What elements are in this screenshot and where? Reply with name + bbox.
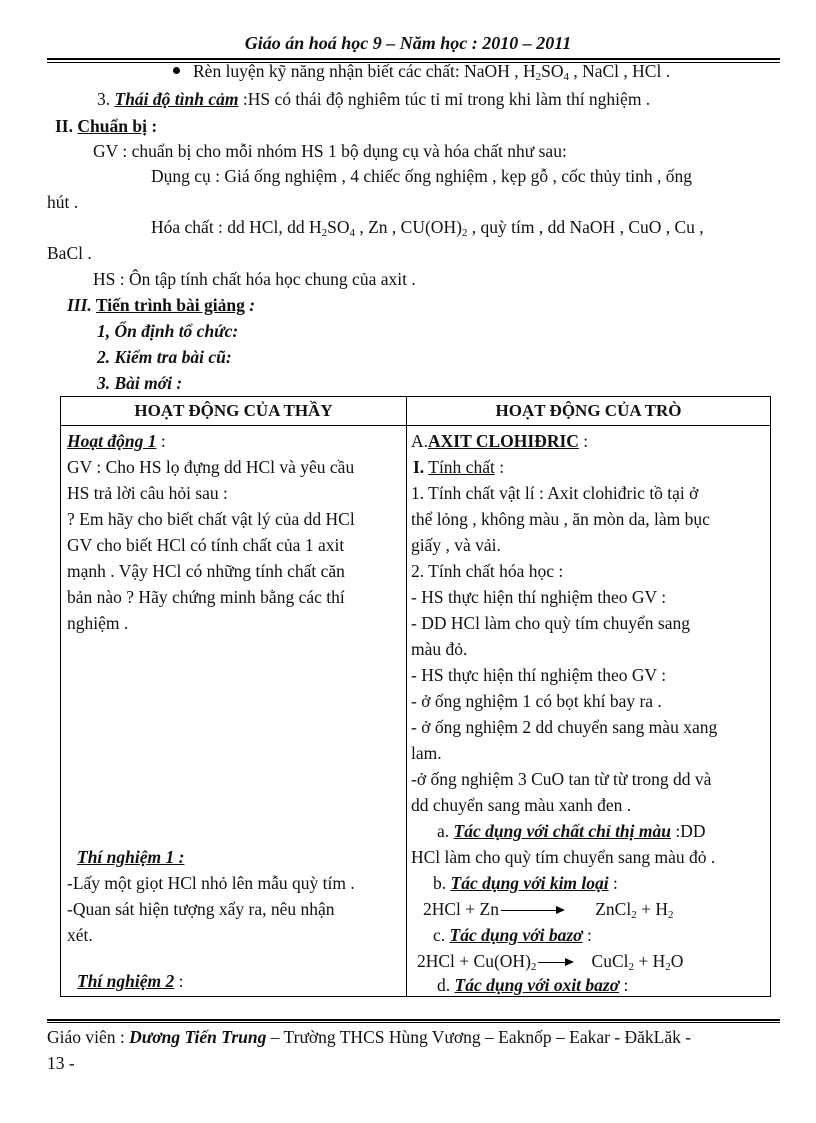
bullet-icon — [173, 67, 180, 74]
teacher-line: GV : Cho HS lọ đựng dd HCl và yêu cầu — [67, 457, 355, 477]
step-organize: 1, Ổn định tổ chức: — [97, 321, 239, 341]
section-preparation-heading: II. Chuẩn bị : — [55, 116, 158, 136]
reaction-arrow-icon — [538, 962, 572, 963]
student-line: 1. Tính chất vật lí : Axit clohiđric tồ tại ở — [411, 483, 699, 503]
activity-1-title: Hoạt động 1 : — [67, 431, 166, 451]
student-line: - HS thực hiện thí nghiệm theo GV : — [411, 587, 667, 607]
chemicals-line-2: BaCl . — [47, 243, 92, 263]
student-column — [407, 426, 771, 997]
header-teacher-activity: HOẠT ĐỘNG CỦA THẦY — [61, 397, 407, 426]
teacher-name: Dương Tiến Trung — [129, 1027, 267, 1047]
experiment-1-line: -Quan sát hiện tượng xẩy ra, nêu nhận — [67, 899, 335, 919]
teacher-line: ? Em hãy cho biết chất vật lý của dd HCl — [67, 509, 355, 529]
reaction-arrow-icon — [501, 910, 563, 911]
page-header: Giáo án hoá học 9 – Năm học : 2010 – 2011 — [244, 33, 572, 53]
teacher-column — [61, 426, 407, 997]
student-line: giấy , và vải. — [411, 535, 501, 555]
student-line: thể lỏng , không màu , ăn mòn da, làm bục — [411, 509, 710, 529]
chemicals-line-1: Hóa chất : dd HCl, dd $H_2SO_4$ , Zn , $CU(OH)_2$ , quỳ tím , dd NaOH , CuO , Cu , — [151, 217, 704, 239]
section-procedure-heading: III. Tiến trình bài giảng : — [67, 295, 256, 315]
activity-table — [60, 396, 771, 997]
teacher-prep-line: GV : chuẩn bị cho mỗi nhóm HS 1 bộ dụng cụ và hóa chất như sau: — [93, 141, 567, 161]
student-line: - ở ống nghiệm 1 có bọt khí bay ra . — [411, 691, 662, 711]
property-a-line-2: HCl làm cho quỳ tím chuyển sang màu đỏ . — [411, 847, 716, 867]
tools-line-2: hút . — [47, 192, 79, 212]
property-a: a. Tác dụng với chất chỉ thị màu :DD — [437, 821, 706, 841]
page-number: 13 - — [47, 1053, 75, 1073]
student-line: - DD HCl làm cho quỳ tím chuyển sang — [411, 613, 690, 633]
page-footer: Giáo viên : Dương Tiến Trung – Trường THCS Hùng Vương – Eaknốp – Eakar - ĐăkLăk - 13 - — [47, 1027, 692, 1073]
experiment-1-title: Thí nghiệm 1 : — [77, 847, 185, 867]
student-prep-line: HS : Ôn tập tính chất hóa học chung của axit . — [93, 269, 416, 289]
property-d: d. Tác dụng với oxit bazơ : — [437, 975, 629, 995]
teacher-line: bản nào ? Hãy chứng minh bằng các thí — [67, 587, 345, 607]
experiment-1-line: -Lấy một giọt HCl nhỏ lên mẫu quỳ tím . — [67, 873, 355, 893]
header-student-activity: HOẠT ĐỘNG CỦA TRÒ — [407, 397, 771, 426]
experiment-1-line: xét. — [67, 925, 93, 945]
student-line: lam. — [411, 743, 442, 763]
skill-bullet: Rèn luyện kỹ năng nhận biết các chất: NaOH , $H_2SO_4$ , NaCl , HCl . — [173, 60, 670, 82]
experiment-2-title: Thí nghiệm 2 : — [77, 971, 184, 991]
topic-title: A.AXIT CLOHIĐRIC : — [411, 431, 589, 451]
properties-heading: I. Tính chất : — [413, 457, 505, 477]
property-c: c. Tác dụng với bazơ : — [433, 925, 592, 945]
teacher-line: mạnh . Vậy HCl có những tính chất căn — [67, 561, 345, 581]
student-line: -ở ống nghiệm 3 CuO tan từ từ trong dd và — [411, 769, 712, 789]
teacher-line: GV cho biết HCl có tính chất của 1 axit — [67, 535, 345, 555]
student-line: 2. Tính chất hóa học : — [411, 561, 564, 581]
property-b: b. Tác dụng với kim loại : — [433, 873, 618, 893]
teacher-line: nghiệm . — [67, 613, 129, 633]
student-line: - HS thực hiện thí nghiệm theo GV : — [411, 665, 667, 685]
equation-cuoh2: $2HCl + Cu(OH)_2$ CuCl$_2$ + $H_2O$ — [417, 951, 684, 973]
student-line: - ở ống nghiệm 2 dd chuyển sang màu xang — [411, 717, 718, 737]
step-review: 2. Kiểm tra bài cũ: — [97, 347, 232, 367]
footer-rule-thin — [47, 1022, 780, 1023]
equation-zn: 2HCl + Zn ZnCl$_2$ + $H_2$ — [423, 899, 674, 921]
footer-rule — [47, 1019, 780, 1021]
step-new-lesson: 3. Bài mới : — [97, 373, 183, 393]
student-line: dd chuyển sang màu xanh đen . — [411, 795, 632, 815]
tools-line-1: Dụng cụ : Giá ống nghiệm , 4 chiếc ống nghiệm , kẹp gỗ , cốc thủy tinh , ống — [151, 166, 692, 186]
attitude-item: 3. Thái độ tình cảm :HS có thái độ nghiêm túc tỉ mỉ trong khi làm thí nghiệm . — [97, 89, 651, 109]
student-line: màu đỏ. — [411, 639, 468, 659]
teacher-line: HS trả lời câu hỏi sau : — [67, 483, 228, 503]
